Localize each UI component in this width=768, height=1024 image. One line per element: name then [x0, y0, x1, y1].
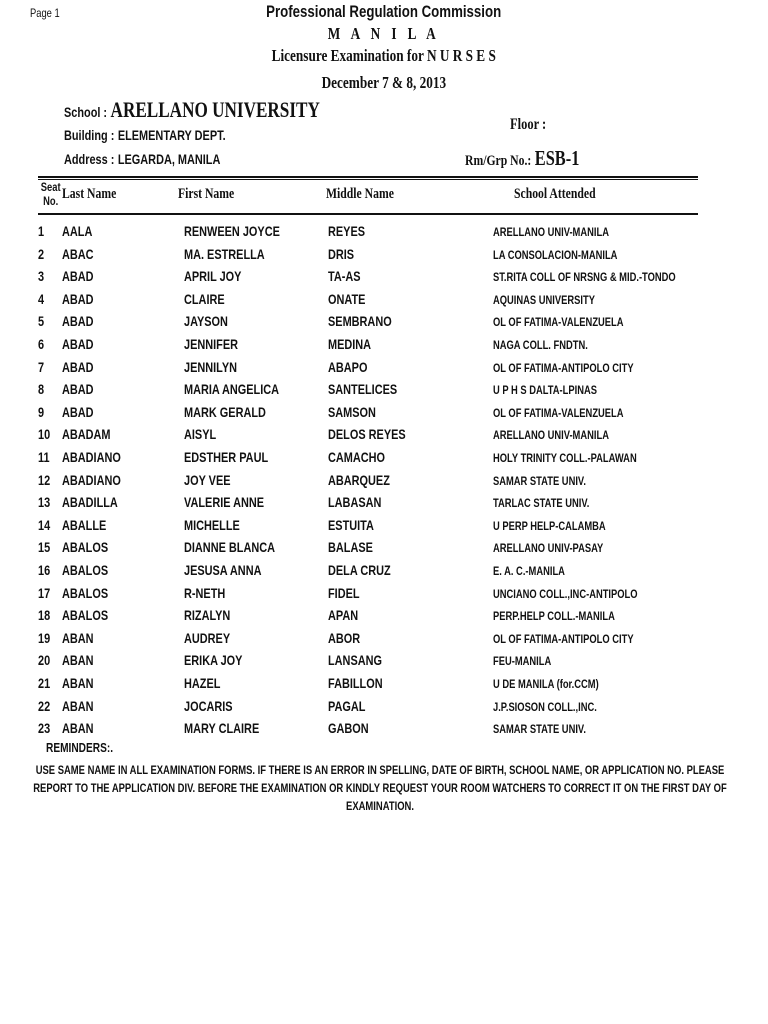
building-label: Building : [64, 127, 115, 143]
middle-name-cell: SANTELICES [328, 381, 398, 398]
seat-no-cell: 6 [38, 336, 45, 352]
reminders-text: USE SAME NAME IN ALL EXAMINATION FORMS. IF THERE IS AN ERROR IN SPELLING, DATE OF BIRTH, SCHOOL NAME, OR APPLICATION NO. PLEASE REPORT TO THE APPLICATION DIV. BEFORE THE EXAMINATION OR KINDLY REQUEST YOUR ROOM WATCHERS TO CORRECT IT ON THE FIRST DAY OF EXAMINATION. [33, 765, 727, 813]
school-attended-cell: OL OF FATIMA-ANTIPOLO CITY [493, 360, 634, 375]
header-rule-top [38, 176, 698, 178]
school-attended-cell: U DE MANILA (for.CCM) [493, 677, 599, 691]
last-name-cell: ABADAM [62, 426, 111, 443]
last-name-cell: ABAD [62, 381, 94, 398]
school-attended-cell: PERP.HELP COLL.-MANILA [493, 609, 615, 624]
first-name-cell: RIZALYN [184, 607, 231, 624]
middle-name-cell: ABAPO [328, 358, 368, 375]
school-attended-cell: SAMAR STATE UNIV. [493, 722, 586, 737]
last-name-cell: ABALOS [62, 607, 109, 624]
seat-no-cell: 7 [38, 358, 45, 375]
school-attended-cell: NAGA COLL. FNDTN. [493, 338, 588, 352]
seat-no-cell: 8 [38, 381, 45, 398]
first-name-cell: MA. ESTRELLA [184, 245, 265, 262]
first-name-cell: ERIKA JOY [184, 652, 243, 669]
table-row [0, 673, 768, 696]
seat-no-cell: 12 [38, 471, 51, 488]
seat-no-cell: 19 [38, 629, 51, 646]
school-attended-cell: OL OF FATIMA-VALENZUELA [493, 405, 624, 420]
table-row [0, 424, 768, 447]
first-name-cell: RENWEEN JOYCE [184, 223, 280, 239]
table-row [0, 289, 768, 312]
seat-no-cell: 17 [38, 584, 51, 601]
column-header-middle-name: Middle Name [326, 186, 394, 202]
building-value: ELEMENTARY DEPT. [117, 127, 226, 143]
middle-name-cell: DELA CRUZ [328, 562, 391, 578]
middle-name-cell: CAMACHO [328, 449, 386, 465]
exam-title: Licensure Examination for N U R S E S [271, 46, 497, 65]
floor-label: Floor : [510, 116, 547, 133]
middle-name-cell: DELOS REYES [328, 426, 406, 443]
school-attended-cell: E. A. C.-MANILA [493, 564, 565, 578]
seat-no-cell: 15 [38, 539, 51, 556]
address-value: LEGARDA, MANILA [117, 151, 221, 167]
floor-row [510, 116, 556, 134]
middle-name-cell: ABARQUEZ [328, 471, 390, 488]
middle-name-cell: LANSANG [328, 652, 383, 669]
page-number-label: Page 1 [30, 6, 60, 20]
city-title: M A N I L A [328, 24, 440, 43]
table-row [0, 266, 768, 289]
middle-name-cell: TA-AS [328, 268, 361, 285]
last-name-cell: AALA [62, 223, 93, 239]
seat-no-cell: 3 [38, 268, 45, 285]
school-attended-cell: ST.RITA COLL OF NRSNG & MID.-TONDO [493, 270, 676, 285]
last-name-cell: ABAD [62, 358, 94, 375]
last-name-cell: ABADIANO [62, 471, 121, 488]
table-row [0, 537, 768, 560]
table-row [0, 718, 768, 741]
first-name-cell: JAYSON [184, 313, 228, 330]
seat-no-cell: 20 [38, 652, 51, 669]
last-name-cell: ABALOS [62, 539, 109, 556]
seat-no-cell: 22 [38, 697, 51, 714]
last-name-cell: ABAN [62, 697, 94, 714]
seat-no-cell: 13 [38, 494, 51, 511]
middle-name-cell: PAGAL [328, 697, 366, 714]
school-attended-cell: UNCIANO COLL.,INC-ANTIPOLO [493, 586, 638, 601]
last-name-cell: ABAD [62, 313, 94, 330]
table-row [0, 379, 768, 402]
table-row [0, 311, 768, 334]
last-name-cell: ABAD [62, 268, 94, 285]
seat-no-cell: 1 [38, 223, 45, 239]
table-row [0, 492, 768, 515]
first-name-cell: JOCARIS [184, 697, 233, 714]
last-name-cell: ABAN [62, 652, 94, 669]
address-label: Address : [64, 151, 115, 167]
seat-no-cell: 11 [38, 449, 50, 465]
last-name-cell: ABAN [62, 720, 94, 737]
column-header-last-name: Last Name [62, 186, 117, 202]
seat-no-cell: 9 [38, 403, 45, 420]
first-name-cell: JESUSA ANNA [184, 562, 262, 578]
middle-name-cell: FABILLON [328, 675, 383, 691]
table-row [0, 628, 768, 651]
table-row [0, 244, 768, 267]
school-attended-cell: ARELLANO UNIV-PASAY [493, 541, 604, 556]
room-group-row [465, 146, 612, 171]
column-header-seat: Seat No. [40, 180, 61, 208]
table-row [0, 470, 768, 493]
first-name-cell: CLAIRE [184, 290, 225, 307]
first-name-cell: HAZEL [184, 675, 221, 691]
school-attended-cell: OL OF FATIMA-VALENZUELA [493, 315, 624, 330]
middle-name-cell: ONATE [328, 290, 366, 307]
seat-no-cell: 16 [38, 562, 51, 578]
first-name-cell: MARIA ANGELICA [184, 381, 280, 398]
commission-title: Professional Regulation Commission [266, 2, 502, 21]
school-attended-cell: U P H S DALTA-LPINAS [493, 383, 598, 398]
school-attended-cell: U PERP HELP-CALAMBA [493, 518, 606, 533]
seat-no-cell: 4 [38, 290, 45, 307]
school-attended-cell: TARLAC STATE UNIV. [493, 496, 590, 511]
first-name-cell: JENNIFER [184, 336, 239, 352]
first-name-cell: APRIL JOY [184, 268, 242, 285]
school-attended-cell: ARELLANO UNIV-MANILA [493, 225, 609, 239]
last-name-cell: ABALLE [62, 516, 107, 533]
school-attended-cell: FEU-MANILA [493, 654, 552, 669]
school-attended-cell: J.P.SIOSON COLL.,INC. [493, 699, 597, 714]
last-name-cell: ABAN [62, 675, 94, 691]
reminders-title: REMINDERS:. [46, 740, 114, 755]
header-rule-bottom [38, 213, 698, 215]
header-rule-top-thin [38, 179, 698, 180]
first-name-cell: MARK GERALD [184, 403, 266, 420]
table-row [0, 515, 768, 538]
middle-name-cell: FIDEL [328, 584, 360, 601]
first-name-cell: VALERIE ANNE [184, 494, 265, 511]
school-row [64, 97, 392, 123]
middle-name-cell: REYES [328, 223, 366, 239]
first-name-cell: DIANNE BLANCA [184, 539, 276, 556]
address-row [64, 151, 264, 169]
table-row [0, 357, 768, 380]
first-name-cell: EDSTHER PAUL [184, 449, 269, 465]
school-attended-cell: AQUINAS UNIVERSITY [493, 292, 595, 307]
seat-no-cell: 23 [38, 720, 51, 737]
table-row [0, 696, 768, 719]
school-attended-cell: SAMAR STATE UNIV. [493, 473, 586, 488]
table-row [0, 650, 768, 673]
last-name-cell: ABALOS [62, 584, 109, 601]
school-attended-cell: HOLY TRINITY COLL.-PALAWAN [493, 451, 637, 465]
middle-name-cell: ABOR [328, 629, 361, 646]
middle-name-cell: BALASE [328, 539, 373, 556]
first-name-cell: JENNILYN [184, 358, 238, 375]
table-row [0, 560, 768, 583]
school-value: ARELLANO UNIVERSITY [110, 97, 320, 122]
last-name-cell: ABAN [62, 629, 94, 646]
first-name-cell: AISYL [184, 426, 217, 443]
table-row [0, 605, 768, 628]
column-header-first-name: First Name [178, 186, 235, 202]
seat-no-cell: 21 [38, 675, 51, 691]
middle-name-cell: SEMBRANO [328, 313, 392, 330]
table-row [0, 334, 768, 357]
middle-name-cell: LABASAN [328, 494, 382, 511]
last-name-cell: ABALOS [62, 562, 109, 578]
last-name-cell: ABAC [62, 245, 94, 262]
middle-name-cell: APAN [328, 607, 359, 624]
middle-name-cell: SAMSON [328, 403, 376, 420]
first-name-cell: MARY CLAIRE [184, 720, 260, 737]
seat-no-cell: 10 [38, 426, 51, 443]
column-header-school-attended: School Attended [514, 186, 596, 202]
last-name-cell: ABAD [62, 403, 94, 420]
table-row [0, 221, 768, 244]
last-name-cell: ABAD [62, 290, 94, 307]
last-name-cell: ABADIANO [62, 449, 121, 465]
table-row [0, 402, 768, 425]
first-name-cell: MICHELLE [184, 516, 240, 533]
school-label: School : [64, 104, 108, 120]
building-row [64, 127, 271, 145]
first-name-cell: R-NETH [184, 584, 226, 601]
room-group-value: ESB-1 [534, 146, 580, 170]
table-row [0, 447, 768, 470]
seat-no-cell: 5 [38, 313, 45, 330]
school-attended-cell: OL OF FATIMA-ANTIPOLO CITY [493, 631, 634, 646]
exam-dates: December 7 & 8, 2013 [321, 73, 447, 92]
school-attended-cell: ARELLANO UNIV-MANILA [493, 428, 609, 443]
table-row [0, 583, 768, 606]
middle-name-cell: MEDINA [328, 336, 372, 352]
first-name-cell: AUDREY [184, 629, 231, 646]
last-name-cell: ABADILLA [62, 494, 118, 511]
middle-name-cell: DRIS [328, 245, 355, 262]
seat-no-cell: 14 [38, 516, 51, 533]
middle-name-cell: GABON [328, 720, 369, 737]
last-name-cell: ABAD [62, 336, 94, 352]
seat-no-cell: 18 [38, 607, 51, 624]
room-group-label: Rm/Grp No.: [465, 153, 532, 169]
middle-name-cell: ESTUITA [328, 516, 374, 533]
school-attended-cell: LA CONSOLACION-MANILA [493, 247, 618, 262]
seat-no-cell: 2 [38, 245, 45, 262]
first-name-cell: JOY VEE [184, 471, 231, 488]
